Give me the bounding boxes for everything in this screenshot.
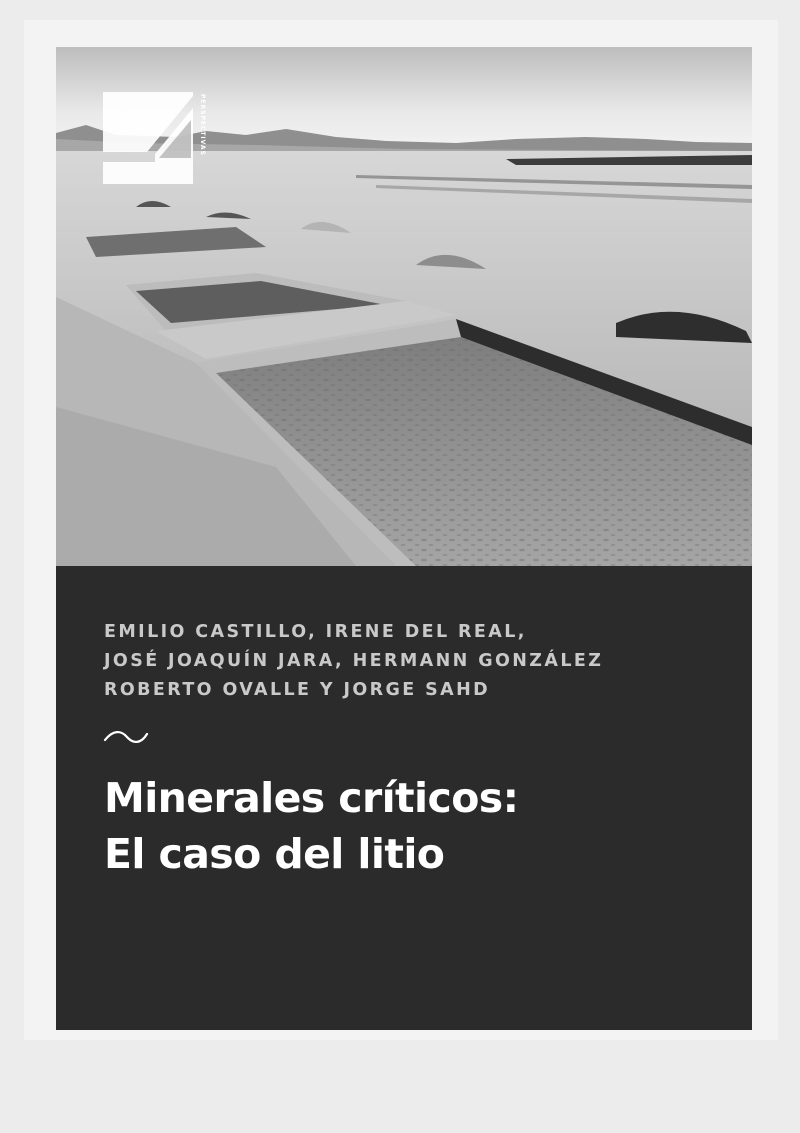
authors-line: ROBERTO OVALLE Y JORGE SAHD [104,680,491,700]
book-title [104,770,724,882]
tilde-separator-icon [103,728,149,746]
authors-line: JOSÉ JOAQUÍN JARA, HERMANN GONZÁLEZ [104,651,604,671]
title-line: Minerales críticos: [104,774,519,822]
authors-line: EMILIO CASTILLO, IRENE DEL REAL, [104,622,527,642]
authors [104,618,724,705]
series-logo-label: PERSPECTIVAS [199,94,206,156]
title-line: El caso del litio [104,830,445,878]
series-logo-icon [103,92,193,184]
